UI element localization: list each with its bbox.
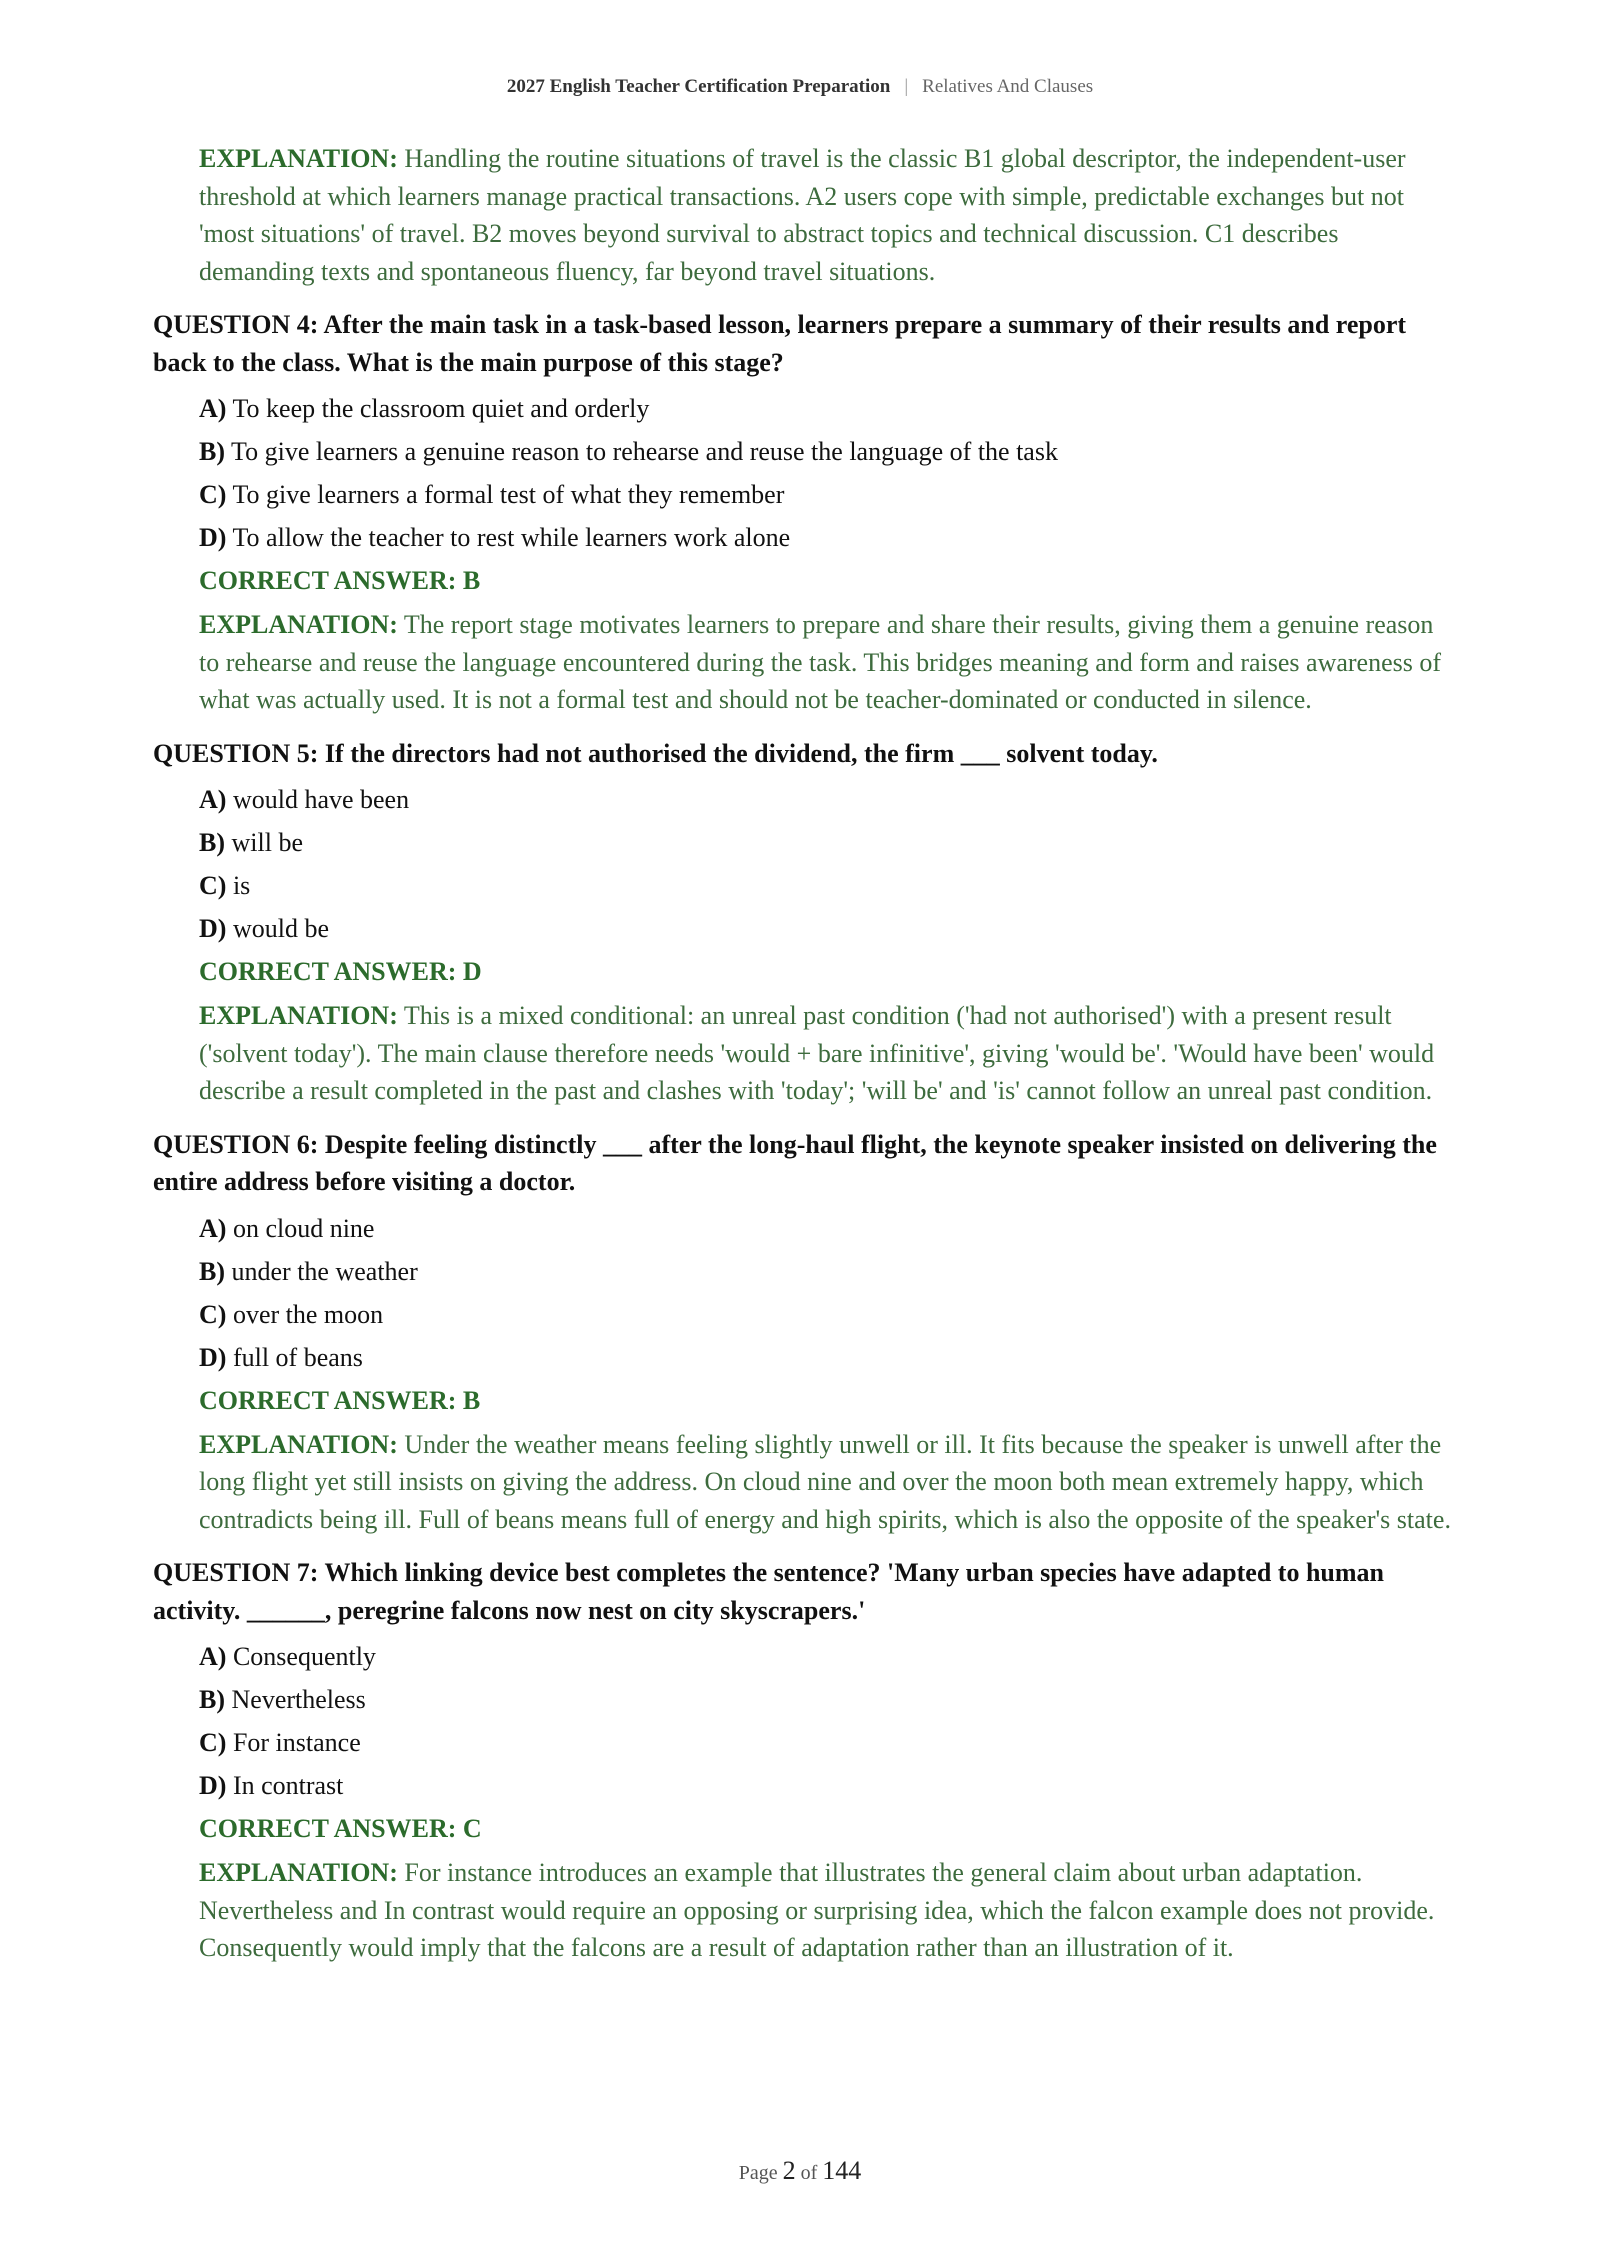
option-text: In contrast bbox=[226, 1771, 344, 1800]
explanation-text: For instance introduces an example that illustrates the general claim about urban adaptation. Nevertheless and In contrast would require an opposing or surprising idea, which the falcon example does not provide. Consequently would imply that the falcons are a result of adaptation rather than an illustration of it. bbox=[199, 1858, 1435, 1962]
footer-page-prefix: Page bbox=[738, 2162, 778, 2184]
option-text: To keep the classroom quiet and orderly bbox=[226, 394, 650, 423]
correct-answer: CORRECT ANSWER: B bbox=[199, 566, 481, 595]
option-letter: D) bbox=[199, 1342, 227, 1372]
option-letter: C) bbox=[199, 480, 227, 509]
option-letter: D) bbox=[199, 914, 227, 943]
option-b bbox=[199, 1678, 1453, 1721]
question-text: QUESTION 5: If the directors had not authorised the dividend, the firm ___ solvent today. bbox=[153, 738, 1158, 768]
option-letter: C) bbox=[199, 871, 227, 900]
option-text: will be bbox=[225, 828, 303, 857]
question-block-6 bbox=[153, 1126, 1453, 1539]
option-letter: A) bbox=[199, 1642, 227, 1671]
page-header bbox=[0, 76, 1600, 98]
option-text: is bbox=[226, 871, 251, 900]
option-a bbox=[199, 1635, 1453, 1678]
header-separator: | bbox=[904, 76, 909, 97]
question-block-7 bbox=[153, 1554, 1453, 1967]
page-content bbox=[153, 136, 1453, 1983]
explanation-label: EXPLANATION: bbox=[199, 1858, 398, 1887]
explanation bbox=[199, 1854, 1453, 1967]
option-text: Consequently bbox=[226, 1642, 376, 1671]
option-letter: A) bbox=[199, 785, 227, 814]
question-text: QUESTION 4: After the main task in a task-based lesson, learners prepare a summary of their results and report back to the class. What is the main purpose of this stage? bbox=[153, 310, 1407, 377]
option-c bbox=[199, 473, 1453, 516]
explanation-text: The report stage motivates learners to prepare and share their results, giving them a genuine reason to rehearse and reuse the language encountered during the task. This bridges meaning and form and raises awareness of what was actually used. It is not a formal test and should not be teacher-dominated or conducted in silence. bbox=[199, 610, 1442, 714]
question-block-5 bbox=[153, 735, 1453, 1110]
option-a bbox=[199, 387, 1453, 430]
question-text: QUESTION 7: Which linking device best completes the sentence? 'Many urban species have adapted to human activity. ______, peregrine falcons now nest on city skyscrapers.' bbox=[153, 1558, 1384, 1625]
option-letter: B) bbox=[199, 1685, 225, 1714]
question-text: QUESTION 6: Despite feeling distinctly ___ after the long-haul flight, the keynote speaker insisted on delivering the entire address before visiting a doctor. bbox=[153, 1129, 1437, 1196]
option-text: under the weather bbox=[225, 1256, 418, 1286]
option-letter: D) bbox=[199, 1771, 227, 1800]
correct-answer: CORRECT ANSWER: B bbox=[199, 1385, 481, 1415]
question-block-4 bbox=[153, 306, 1453, 719]
option-letter: C) bbox=[199, 1299, 227, 1329]
option-letter: B) bbox=[199, 1256, 225, 1286]
option-text: For instance bbox=[226, 1728, 361, 1757]
explanation-text: Under the weather means feeling slightly unwell or ill. It fits because the speaker is unwell after the long flight yet still insists on giving the address. On cloud nine and over the moon both mean extremely happy, which contradicts being ill. Full of beans means full of energy and high spirits, which is also the opposite of the speaker's state. bbox=[199, 1429, 1451, 1534]
explanation-label: EXPLANATION: bbox=[199, 1429, 398, 1459]
option-text: would have been bbox=[226, 785, 410, 814]
option-d bbox=[199, 1764, 1453, 1807]
option-c bbox=[199, 1721, 1453, 1764]
option-letter: A) bbox=[199, 394, 227, 423]
explanation-label: EXPLANATION: bbox=[199, 144, 398, 173]
option-text: on cloud nine bbox=[226, 1213, 375, 1243]
option-c bbox=[199, 864, 1453, 907]
correct-answer: CORRECT ANSWER: C bbox=[199, 1814, 482, 1843]
option-d bbox=[199, 516, 1453, 559]
option-d bbox=[199, 907, 1453, 950]
explanation bbox=[199, 1426, 1453, 1539]
option-b bbox=[199, 821, 1453, 864]
option-letter: B) bbox=[199, 828, 225, 857]
option-letter: C) bbox=[199, 1728, 227, 1757]
header-topic: Relatives And Clauses bbox=[922, 76, 1094, 97]
footer-page-of: of bbox=[800, 2162, 818, 2184]
explanation bbox=[199, 997, 1453, 1110]
option-text: To allow the teacher to rest while learners work alone bbox=[226, 523, 791, 552]
option-a bbox=[199, 778, 1453, 821]
option-text: would be bbox=[226, 914, 329, 943]
option-text: Nevertheless bbox=[225, 1685, 366, 1714]
page-footer bbox=[0, 2156, 1600, 2186]
option-c bbox=[199, 1293, 1453, 1336]
explanation-label: EXPLANATION: bbox=[199, 610, 398, 639]
option-text: full of beans bbox=[226, 1342, 363, 1372]
option-letter: D) bbox=[199, 523, 227, 552]
option-b bbox=[199, 430, 1453, 473]
option-text: over the moon bbox=[226, 1299, 384, 1329]
option-a bbox=[199, 1207, 1453, 1250]
option-letter: B) bbox=[199, 437, 225, 466]
header-title: 2027 English Teacher Certification Preparation bbox=[506, 76, 891, 97]
footer-page-number: 2 bbox=[782, 2156, 796, 2185]
option-d bbox=[199, 1336, 1453, 1379]
explanation-text: This is a mixed conditional: an unreal past condition ('had not authorised') with a present result ('solvent today'). The main clause therefore needs 'would + bare infinitive', giving 'would be'. 'Would have been' would describe a result completed in the past and clashes with 'today'; 'will be' and 'is' cannot follow an unreal past condition. bbox=[199, 1001, 1435, 1105]
correct-answer: CORRECT ANSWER: D bbox=[199, 957, 482, 986]
option-letter: A) bbox=[199, 1213, 227, 1243]
intro-explanation bbox=[199, 140, 1453, 290]
option-b bbox=[199, 1250, 1453, 1293]
explanation-text: Handling the routine situations of travel is the classic B1 global descriptor, the independent-user threshold at which learners manage practical transactions. A2 users cope with simple, predictable exchanges but not 'most situations' of travel. B2 moves beyond survival to abstract topics and technical discussion. C1 describes demanding texts and spontaneous fluency, far beyond travel situations. bbox=[199, 144, 1406, 286]
option-text: To give learners a genuine reason to rehearse and reuse the language of the task bbox=[225, 437, 1058, 466]
option-text: To give learners a formal test of what they remember bbox=[226, 480, 785, 509]
footer-page-total: 144 bbox=[822, 2156, 862, 2185]
explanation-label: EXPLANATION: bbox=[199, 1001, 398, 1030]
explanation bbox=[199, 606, 1453, 719]
